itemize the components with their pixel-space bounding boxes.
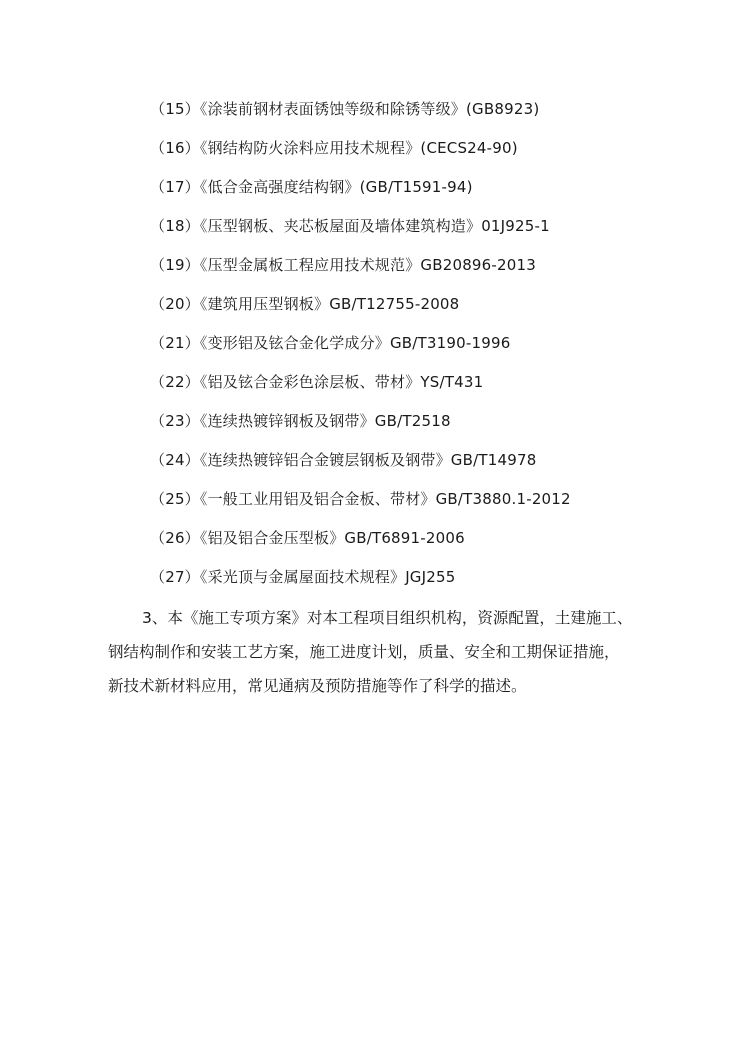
reference-item-25: （25）《一般工业用铝及铝合金板、带材》GB/T3880.1-2012	[150, 490, 571, 508]
reference-item-26: （26）《铝及铝合金压型板》GB/T6891-2006	[150, 529, 465, 547]
paragraph-line-2: 钢结构制作和安装工艺方案，施工进度计划，质量、安全和工期保证措施，	[108, 643, 620, 661]
reference-item-27: （27）《采光顶与金属屋面技术规程》JGJ255	[150, 568, 456, 586]
reference-item-21: （21）《变形铝及铉合金化学成分》GB/T3190-1996	[150, 334, 511, 352]
reference-item-16: （16）《钢结构防火涂料应用技术规程》(CECS24-90)	[150, 139, 518, 157]
paragraph-line-1: 3、本《施工专项方案》对本工程项目组织机构，资源配置，土建施工、	[142, 609, 633, 627]
reference-item-18: （18）《压型钢板、夹芯板屋面及墙体建筑构造》01J925-1	[150, 217, 550, 235]
reference-item-23: （23）《连续热镀锌钢板及钢带》GB/T2518	[150, 412, 451, 430]
reference-item-22: （22）《铝及铉合金彩色涂层板、带材》YS/T431	[150, 373, 484, 391]
reference-item-19: （19）《压型金属板工程应用技术规范》GB20896-2013	[150, 256, 537, 274]
reference-item-17: （17）《低合金高强度结构钢》(GB/T1591-94)	[150, 178, 473, 196]
scope-description-paragraph	[108, 601, 690, 703]
paragraph-line-3: 新技术新材料应用，常见通病及预防措施等作了科学的描述。	[108, 677, 527, 695]
standards-reference-list	[150, 96, 571, 603]
reference-item-15: （15）《涂装前钢材表面锈蚀等级和除锈等级》(GB8923)	[150, 100, 540, 118]
reference-item-20: （20）《建筑用压型钢板》GB/T12755-2008	[150, 295, 460, 313]
reference-item-24: （24）《连续热镀锌铝合金镀层钢板及钢带》GB/T14978	[150, 451, 537, 469]
